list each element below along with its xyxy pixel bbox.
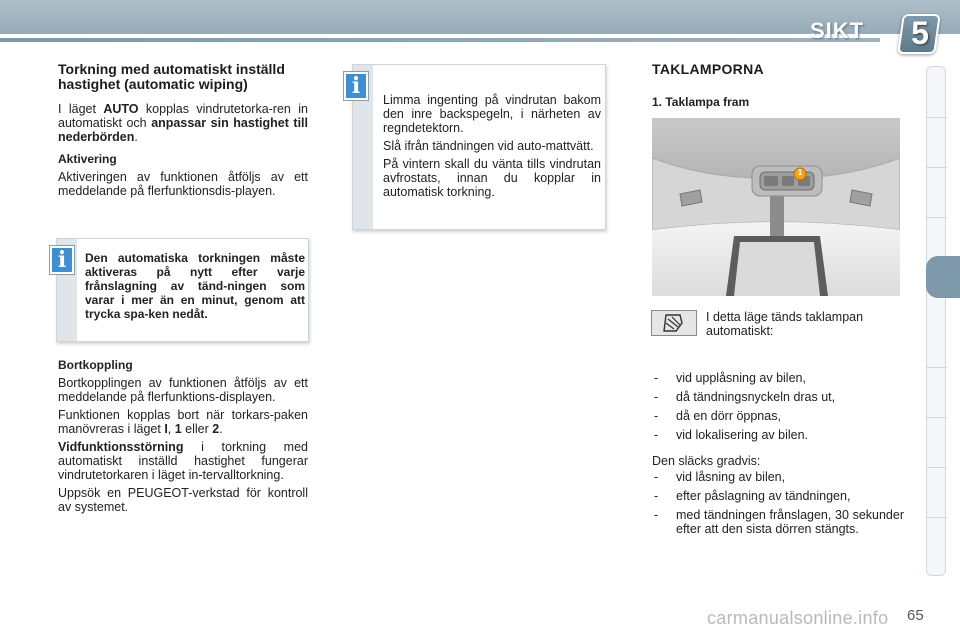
ceiling-lamps-heading: TAKLAMPORNA [652,61,764,77]
fault-text: Vidfunktionsstörning i torkning med automatiskt inställd hastighet fungerar vindrutetorkaren i läget in-tervalltorkning. [58,440,308,482]
tab-divider [927,417,947,418]
auto-intro: I läget AUTO kopplas vindrutetorka-ren in automatiskt och anpassar sin hastighet till nederbörden. [58,102,308,144]
wiping-heading: Torkning med automatiskt inställd hastighet (automatic wiping) [58,61,285,92]
tab-divider [927,467,947,468]
activation-heading: Aktivering [58,152,117,166]
windscreen-notes [383,93,601,203]
list-item: - då en dörr öppnas, [652,409,904,423]
tab-divider [927,217,947,218]
right-column-top [652,62,902,113]
info-icon: i [344,72,368,100]
door-lamp-icon [652,311,696,335]
activation-text: Aktiveringen av funktionen åtföljs av ett meddelande på flerfunktionsdis-playen. [58,170,308,198]
service-text: Uppsök en PEUGEOT-verkstad för kontroll av systemet. [58,486,308,514]
deactivation-text: Bortkopplingen av funktionen åtföljs av ett meddelande på flerfunktions-displayen. [58,376,308,404]
left-column-bottom [58,358,308,518]
tab-divider [927,167,947,168]
note-winter: På vintern skall du vänta tills vindrutan avfrostats, innan du kopplar in automatisk torkning. [383,157,601,199]
list-item: - med tändningen frånslagen, 30 sekunder efter att den sista dörren stängts. [652,508,904,536]
watermark: carmanualsonline.info [707,608,889,628]
tab-divider [927,117,947,118]
header-stripe [0,38,880,42]
list-item: - vid lokalisering av bilen. [652,428,904,442]
ceiling-lamp-illustration [652,118,900,296]
list-item: - efter påslagning av tändningen, [652,489,904,503]
side-chapter-tabs [926,66,946,576]
page-number: 65 [907,607,924,624]
list-item: - då tändningsnyckeln dras ut, [652,390,904,404]
callout-1: 1 [797,168,803,177]
front-lamp-subheading: 1. Taklampa fram [652,95,750,109]
lamp-off-heading: Den släcks gradvis: [652,454,761,468]
chapter-number: 5 [911,15,929,51]
list-item: - vid upplåsning av bilen, [652,371,904,385]
tab-divider [927,367,947,368]
lamp-mode-button-illustration [651,310,697,336]
right-column-lists [652,371,904,541]
note-sensor: Limma ingenting på vindrutan bakom den inre backspegeln, i närheten av regndetektorn. [383,93,601,135]
lamp-mode-text-wrap [706,310,902,342]
deactivation-heading: Bortkoppling [58,358,133,372]
info-box-windscreen [352,64,606,230]
note-carwash: Slå ifrån tändningen vid auto-mattvätt. [383,139,594,153]
list-item: - vid låsning av bilen, [652,470,904,484]
lever-text: Funktionen kopplas bort när torkars-paken manövreras i läget I, 1 eller 2. [58,408,308,436]
left-column-top [58,62,308,202]
lamp-on-list [652,371,904,442]
tab-divider [927,517,947,518]
ceiling-lamp-drawing [652,118,900,296]
lamp-off-list [652,470,904,536]
info-icon: i [50,246,74,274]
reactivation-note: Den automatiska torkningen måste aktiveras på nytt efter varje frånslagning av tänd-ningen som varar i mer än en minut, genom att trycka spa-ken nedåt. [85,251,305,321]
active-chapter-tab [926,256,960,298]
lamp-mode-text: I detta läge tänds taklampan automatiskt: [706,310,864,338]
info-box-reactivation [56,238,309,342]
section-title: SIKT [810,18,865,43]
